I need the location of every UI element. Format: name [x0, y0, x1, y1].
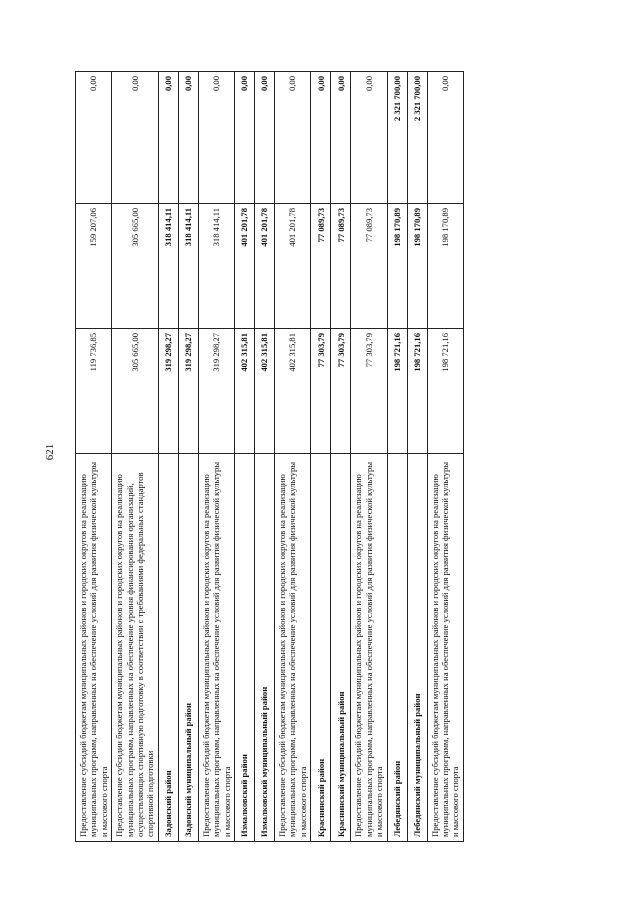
row-value-2: 318 414,11 [178, 203, 198, 328]
table-row [111, 71, 158, 841]
row-value-1: 198 721,16 [407, 328, 427, 453]
table-row [274, 71, 310, 841]
row-value-1: 77 303,79 [330, 328, 350, 453]
row-name-cell: Предоставление субсидии бюджетам муниципальных районов и городских округов на реализацию муниципальных программ, направленных на обеспечение уровня финансирования организаций, осуществляющих спортивную подготовку в соответствии с требованиями федеральных стандартов спортивной подготовки [111, 453, 158, 841]
row-name-cell: Краснинский муниципальный район [330, 453, 350, 841]
row-value-2: 77 089,73 [330, 203, 350, 328]
row-value-2: 77 089,73 [350, 203, 386, 328]
row-value-3: 0,00 [111, 71, 158, 203]
row-value-2: 401 201,78 [274, 203, 310, 328]
row-name-cell: Лебедянский муниципальный район [407, 453, 427, 841]
row-value-3: 0,00 [274, 71, 310, 203]
row-value-3: 0,00 [427, 71, 463, 203]
row-value-2: 318 414,11 [198, 203, 234, 328]
row-value-2: 401 201,78 [254, 203, 274, 328]
row-value-2: 198 170,89 [407, 203, 427, 328]
table-row [178, 71, 198, 841]
table-row [310, 71, 330, 841]
row-value-3: 0,00 [310, 71, 330, 203]
row-name-cell: Предоставление субсидий бюджетам муниципальных районов и городских округов на реализацию муниципальных программ, направленных на обеспечение условий для развития физической культуры и массового спорта [427, 453, 463, 841]
row-value-1: 77 303,79 [310, 328, 330, 453]
row-value-3: 0,00 [178, 71, 198, 203]
row-value-3: 0,00 [350, 71, 386, 203]
rotated-table-container [75, 72, 539, 842]
row-value-2: 198 170,89 [387, 203, 407, 328]
row-value-2: 401 201,78 [234, 203, 254, 328]
row-value-2: 159 207,06 [75, 203, 111, 328]
table-row [427, 71, 463, 841]
table-row [75, 71, 111, 841]
row-value-3: 0,00 [198, 71, 234, 203]
row-value-1: 402 315,81 [274, 328, 310, 453]
row-name-cell: Задонский район [158, 453, 178, 841]
row-value-3: 0,00 [234, 71, 254, 203]
row-value-3: 0,00 [158, 71, 178, 203]
table-row [234, 71, 254, 841]
table-row [387, 71, 407, 841]
table-row [158, 71, 178, 841]
row-value-3: 0,00 [254, 71, 274, 203]
row-value-2: 305 665,00 [111, 203, 158, 328]
table-row [198, 71, 234, 841]
row-name-cell: Предоставление субсидий бюджетам муниципальных районов и городских округов на реализацию муниципальных программ, направленных на обеспечение условий для развития физической культуры и массового спорта [198, 453, 234, 841]
row-name-cell: Предоставление субсидий бюджетам муниципальных районов и городских округов на реализацию муниципальных программ, направленных на обеспечение условий для развития физической культуры и массового спорта [274, 453, 310, 841]
row-value-1: 402 315,81 [234, 328, 254, 453]
row-value-1: 319 298,27 [178, 328, 198, 453]
row-value-1: 305 665,00 [111, 328, 158, 453]
budget-table [75, 71, 464, 842]
row-name-cell: Измалковский район [234, 453, 254, 841]
row-value-3: 2 321 700,00 [407, 71, 427, 203]
row-value-1: 402 315,81 [254, 328, 274, 453]
row-value-2: 198 170,89 [427, 203, 463, 328]
row-value-3: 0,00 [75, 71, 111, 203]
table-body [75, 71, 463, 841]
row-name-cell: Задонский муниципальный район [178, 453, 198, 841]
row-value-1: 198 721,16 [427, 328, 463, 453]
page-number: 621 [44, 443, 56, 461]
table-row [407, 71, 427, 841]
table-row [350, 71, 386, 841]
row-value-1: 119 736,85 [75, 328, 111, 453]
row-value-1: 319 298,27 [198, 328, 234, 453]
row-value-2: 77 089,73 [310, 203, 330, 328]
row-name-cell: Предоставление субсидий бюджетам муниципальных районов и городских округов на реализацию муниципальных программ, направленных на обеспечение условий для развития физической культуры и массового спорта [350, 453, 386, 841]
row-value-3: 0,00 [330, 71, 350, 203]
row-name-cell: Краснинский район [310, 453, 330, 841]
row-name-cell: Предоставление субсидий бюджетам муниципальных районов и городских округов на реализацию муниципальных программ, направленных на обеспечение условий для развития физической культуры и массового спорта [75, 453, 111, 841]
row-name-cell: Лебедянский район [387, 453, 407, 841]
row-value-1: 77 303,79 [350, 328, 386, 453]
row-value-1: 198 721,16 [387, 328, 407, 453]
row-value-2: 318 414,11 [158, 203, 178, 328]
table-row [254, 71, 274, 841]
row-value-1: 319 298,27 [158, 328, 178, 453]
table-row [330, 71, 350, 841]
row-name-cell: Измалковский муниципальный район [254, 453, 274, 841]
row-value-3: 2 321 700,00 [387, 71, 407, 203]
